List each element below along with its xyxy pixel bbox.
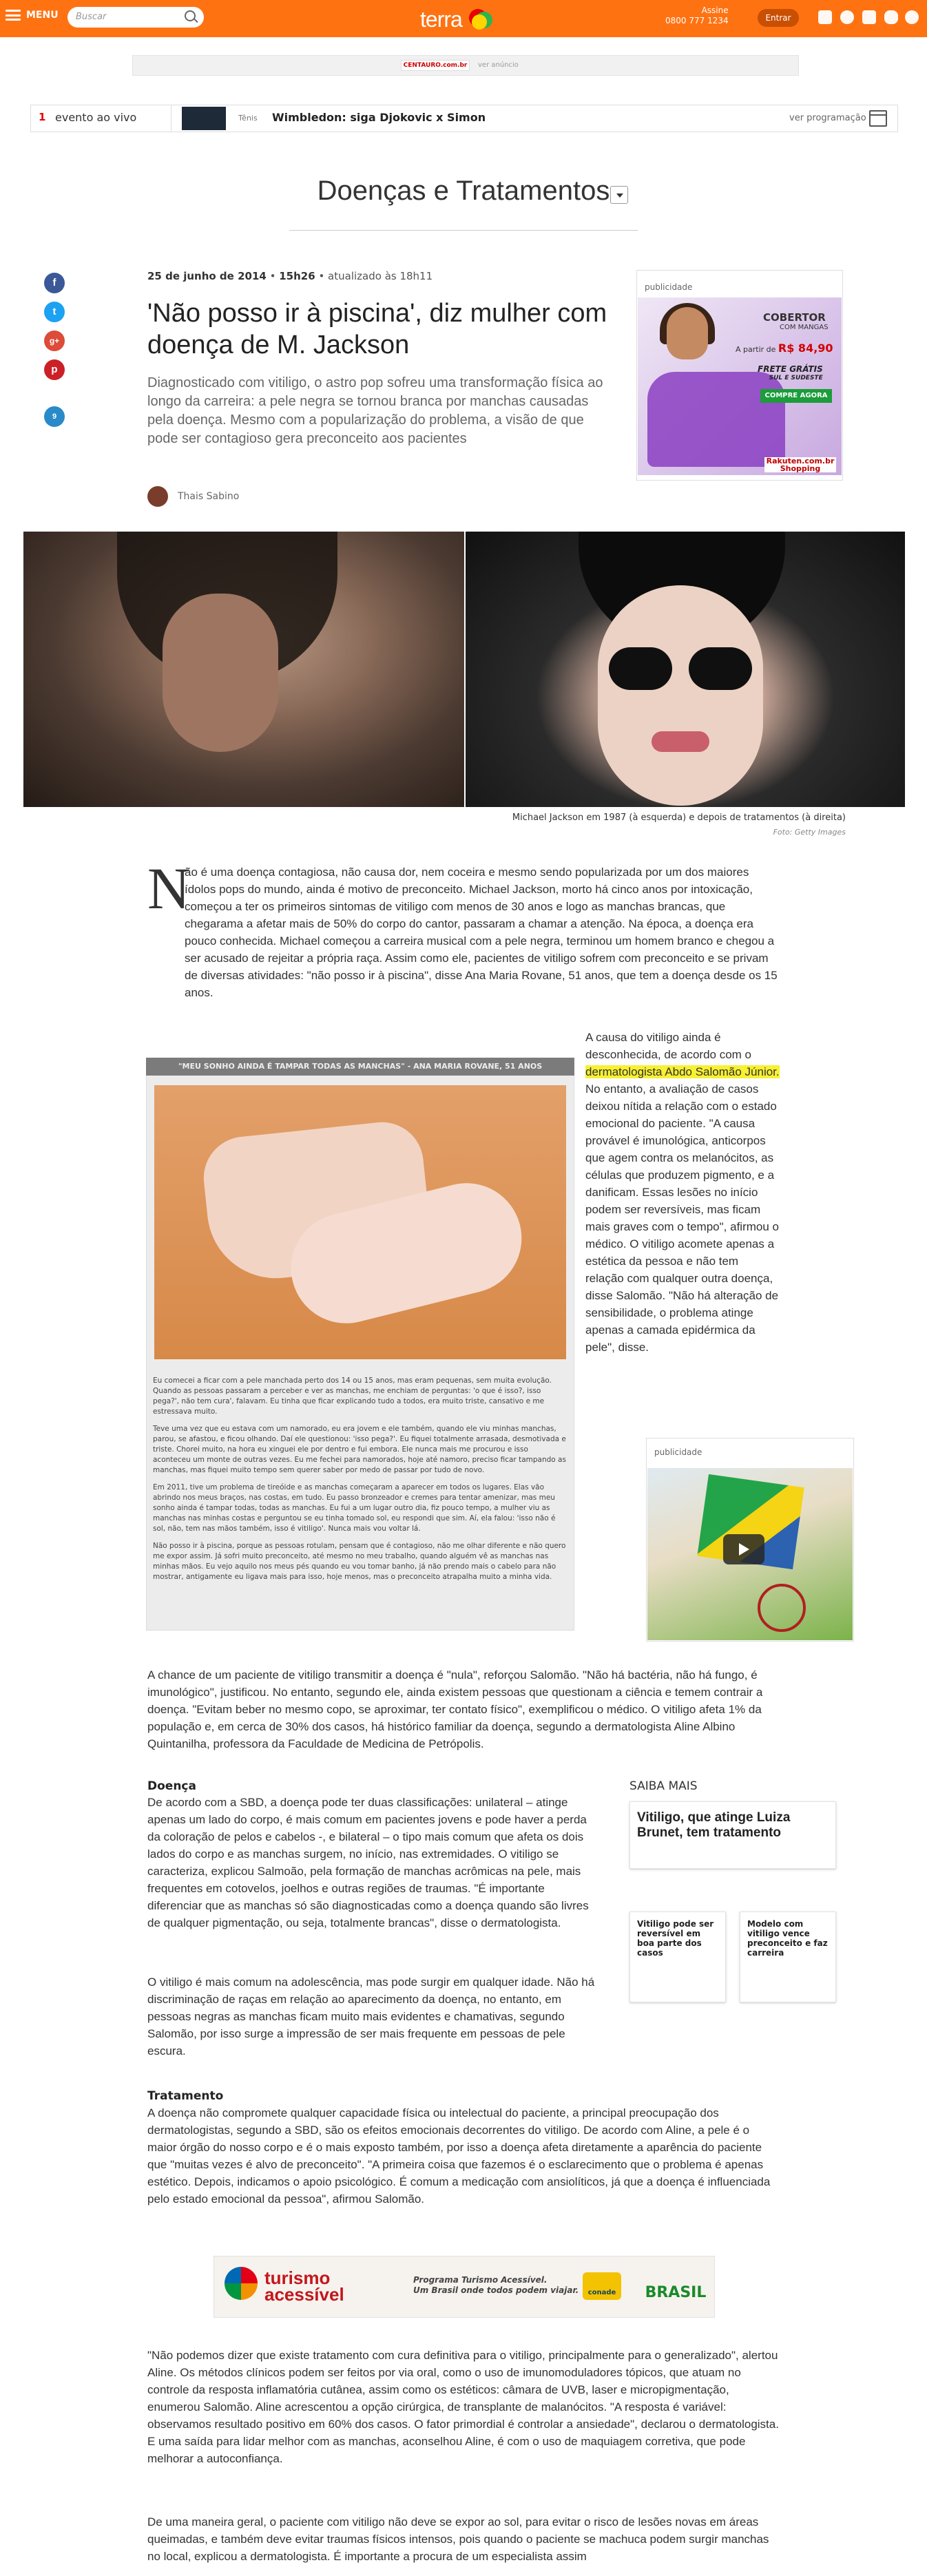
pinterest-icon[interactable]: p — [44, 359, 65, 380]
article-paragraph: "Não podemos dizer que existe tratamento com cura definitiva para o vitiligo, principalmente para o generalizado", alertou Aline. Os métodos clínicos podem ser feitos por via oral, como o uso de imunomoduladores tópicos, que atuam no controle da resposta inflamatória cutânea, assim como os estéticos: câmara de UVB, laser e micropigmentação, enumerou Salomão. Aline acrescentou a opção cirúrgica, de transplante de malanócitos. "A resposta é variável: observamos resultado positivo em 60% dos casos. O fator primordial é controlar a ansiedade", declarou o dermatologista. E uma saída para lidar melhor com as manchas, aconselhou Aline, é com o uso de maquiagem corretiva, que pode melhorar a autoconfiança. — [147, 2349, 779, 2465]
photo-detail — [163, 594, 278, 752]
facebook-icon[interactable]: f — [44, 273, 65, 293]
article-paragraph: ão é uma doença contagiosa, não causa dor, nem coceira e mesmo sendo popularizada por um dos maiores ídolos pops do mundo, ainda é motivo de preconceito. Michael Jackson, morto há cinco anos por intoxicação, começou a ter os primeiros sintomas de vitiligo com menos de 30 anos e logo as manchas brancas, que chegarama a afetar mais de 50% do corpo do cantor, passaram a chamar a atenção. Na época, a doença era pouco conhecida. Michael começou a carreira musical com a pele negra, terminou um homem branco e chegou a ser acusado de rejeitar a própria raça. Assim como ele, pacientes de vitiligo sofrem com preconceito e se privam de diversas atividades: "não posso ir à piscina", disse Ana Maria Rovane, 51 anos, que tem a doença desde os 15 anos. — [185, 866, 778, 999]
subheading: Tratamento — [147, 2089, 224, 2103]
subscribe-link[interactable] — [665, 6, 729, 26]
comments-icon[interactable]: 9 — [44, 406, 65, 427]
conade-logo: conade — [583, 2272, 621, 2300]
video-detail — [758, 1584, 806, 1632]
live-sport: Tênis — [238, 114, 258, 123]
related-article-card[interactable]: Vitiligo pode ser reversível em boa parte dos casos — [629, 1912, 726, 2002]
live-thumbnail[interactable] — [182, 107, 226, 130]
search-icon[interactable] — [185, 10, 196, 21]
banner-program: Programa Turismo Acessível. Um Brasil onde todos podem viajar. — [413, 2275, 579, 2295]
top-ad-brand[interactable]: CENTAURO.com.br — [401, 60, 470, 71]
ad-brand[interactable]: Rakuten.com.br Shopping — [764, 457, 836, 472]
saiba-mais-label: SAIBA MAIS — [629, 1779, 698, 1793]
author-name[interactable]: Thais Sabino — [178, 491, 240, 502]
twitter-icon[interactable]: t — [44, 302, 65, 322]
video-label: publicidade — [654, 1447, 702, 1457]
subheading: Doença — [147, 1779, 196, 1793]
photo-detail — [689, 647, 752, 690]
article-paragraph: A doença não compromete qualquer capacidade física ou intelectual do paciente, a principal preocupação dos dermatologistas, segundo a SBD, são os efeitos emocionais decorrentes do vitiligo. De acordo com Aline, a pele é o maior órgão do nosso corpo e é o mais exposto também, por isso a doença afeta diretamente a aparência do paciente que "muitas vezes é alvo de preconceito". "A primeira coisa que fazemos é o esclarecimento que o problema é apenas estético. Depois, indicamos o apoio psicológico. É comum a medicação com ansiolíticos, já que a doença é influenciada pelo estado emocional da pessoa", afirmou Salomão. — [147, 2106, 771, 2206]
ad-label: publicidade — [645, 282, 693, 292]
banner-name: turismo acessível — [264, 2268, 344, 2305]
music-icon[interactable] — [884, 10, 898, 24]
quote-box-header: "MEU SONHO AINDA É TAMPAR TODAS AS MANCHAS" - ANA MARIA ROVANE, 51 ANOS — [146, 1058, 574, 1076]
ad-product: COBERTOR — [763, 311, 826, 324]
terra-logo[interactable]: terra — [420, 7, 494, 32]
photo-detail — [609, 647, 672, 690]
live-event-title[interactable]: Wimbledon: siga Djokovic x Simon — [272, 111, 486, 124]
live-count: 1 — [39, 111, 46, 123]
games-icon[interactable] — [862, 10, 876, 24]
article-title: 'Não posso ir à piscina', diz mulher com doença de M. Jackson — [147, 299, 607, 359]
calendar-icon[interactable] — [869, 110, 887, 127]
menu-label: MENU — [26, 10, 59, 21]
ad-price: A partir de R$ 84,90 — [736, 342, 833, 355]
play-icon[interactable] — [723, 1534, 764, 1564]
photo-credit: Foto: Getty Images — [773, 828, 846, 837]
photo-detail — [598, 585, 763, 806]
article-paragraph: De acordo com a SBD, a doença pode ter duas classificações: unilateral – atinge apenas um lado do corpo, é mais comum em pacientes jovens e pode haver a perda da coloração de pelos e cabelos -, e bilateral – o tipo mais comum que afeta os dois lados do corpo e as manchas surgem, no início, nas extremidades. O vitiligo se caracteriza, explicou Salmoão, pela formação de manchas acrômicas na pele, mais frequentes em cotovelos, joelhos e outras regiões de traumas. "É importante diferenciar que as manchas só são diagnosticadas como a doença quando são livres de qualquer pigmentação, ou seja, totalmente brancas", disse o dermatologista. — [147, 1796, 589, 1929]
related-article-card[interactable]: Modelo com vitiligo vence preconceito e faz carreira — [740, 1912, 836, 2002]
ad-product-sub: COM MANGAS — [780, 324, 829, 331]
quote-paragraph: Em 2011, tive um problema de tireóide e as manchas começaram a aparecer em todos os lugares. Elas vão abrindo nos meus braços, nas costas, em tudo. Eu passo bronzeador e cremes para tentar amenizar, mas meu sonho ainda é tampar todas, todas as manchas. Eu fui a um lugar outro dia, fiz pouco tempo, a mulher viu as manchas nas minhas costas e perguntou se eu tinha tomado sol, eu respondi que sim. Aí, ela falou: 'isso não é sol, não, tem nas mãos também, isso é vitiligo'. Nunca mais vou voltar lá. — [153, 1483, 556, 1533]
ad-cta-button[interactable]: COMPRE AGORA — [760, 389, 832, 403]
soccer-icon[interactable] — [905, 10, 919, 24]
menu-button[interactable] — [6, 10, 59, 21]
mail-icon[interactable] — [818, 10, 832, 24]
related-article-title: Vitiligo, que atinge Luiza Brunet, tem tratamento — [637, 1810, 791, 1840]
photo-caption: Michael Jackson em 1987 (à esquerda) e depois de tratamentos (à direita) — [512, 813, 846, 823]
schedule-link[interactable]: ver programação — [789, 113, 866, 123]
related-article-main[interactable] — [629, 1801, 836, 1869]
article-paragraph: O vitiligo é mais comum na adolescência, mas pode surgir em qualquer idade. Não há discriminação de raças em relação ao aparecimento da doença, no entanto, em pessoas negras as manchas ficam muito mais evidentes e chamativas, segundo Salomão, por isso surge a impressão de ser mais frequente em pessoas de pele escura. — [147, 1976, 595, 2057]
article-date: 25 de junho de 2014 • 15h26 • atualizado às 18h11 — [147, 270, 433, 282]
article-paragraph: De uma maneira geral, o paciente com vitiligo não deve se expor ao sol, para evitar o risco de lesões novas em áreas queimadas, e também deve evitar traumas físicos intensos, pois quando o paciente se machuca podem surgir manchas no local, explicou a dermatologista. É importante a procura de um especialista assim — [147, 2515, 769, 2563]
highlighted-text: dermatologista Abdo Salomão Júnior. — [585, 1065, 780, 1078]
chevron-down-icon[interactable] — [610, 186, 628, 204]
subscribe-phone: 0800 777 1234 — [665, 16, 729, 25]
section-title[interactable]: Doenças e Tratamentos — [317, 176, 610, 206]
brasil-logo: BRASIL — [645, 2284, 707, 2301]
quote-paragraph: Eu comecei a ficar com a pele manchada perto dos 14 ou 15 anos, mas eram pequenas, sem muita evolução. Quando as pessoas passaram a perceber e ver as manchas, me enchiam de perguntas: 'o que é isso?, isso pega?', não tem cura', falavam. Eu tinha que ficar explicando tudo a todos, era muito triste, cansativo e me estressava muito. — [153, 1376, 552, 1416]
quote-box-text — [153, 1376, 566, 1589]
ad-blanket — [647, 372, 785, 467]
ad-shipping: FRETE GRÁTIS SUL E SUDESTE — [758, 364, 823, 381]
author-avatar[interactable] — [147, 486, 168, 507]
article-dek: Diagnosticado com vitiligo, o astro pop sofreu uma transformação física ao longo da carreira: a pele negra se tornou branca por manchas causadas pela doença. Mesmo com a popularização do problema, a visão de que pode ser contagioso gera preconceito aos pacientes — [147, 375, 603, 446]
subscribe-label: Assine — [701, 6, 729, 15]
article-paragraph: A causa do vitiligo ainda é desconhecida, de acordo com o dermatologista Abdo Salomão Júnior. No entanto, a avaliação de casos deixou nítida a relação com o estado emocional do paciente. "A causa provável é imunológica, anticorpos que agem contra os melanócitos, as células que produzem pigmento, e a danificam. Essas lesões no início podem ser reversíveis, mas ficam mais graves com o tempo", afirmou o médico. O vitiligo acomete apenas a estética da pessoa e não tem relação com qualquer outra doença, disse Salomão. "Não há alteração de sensibilidade, o problema atinge apenas a camada epidérmica da pele", disse. — [585, 1031, 780, 1354]
article-paragraph: A chance de um paciente de vitiligo transmitir a doença é "nula", reforçou Salomão. "Não há bactéria, não há fungo, é imunológico", justificou. No entanto, segundo ele, ainda existem pessoas que questionam a ciência e temem contrair a doença. "Evitam beber no mesmo copo, se aproximar, ter contato físico", exemplificou o médico. O vitiligo afeta 1% da população e, em cerca de 30% dos casos, há histórico familiar da doença, segundo a dermatologista Aline Albino Quintanilha, professora da Faculdade de Medicina de Petrópolis. — [147, 1668, 763, 1750]
quote-paragraph: Teve uma vez que eu estava com um namorado, eu era jovem e ele também, quando ele viu minhas manchas, parou, se afastou, e ficou olhando. Daí ele questionou: 'isso pega?'. Eu fiquei totalmente arrasada, desmotivada e triste. Chorei muito, na hora eu xinguei ele por dentro e fui embora. Ele nunca mais me procurou e isso aconteceu um monte de outras vezes. Eu me fechei para namorados, hoje até namoro, preciso ficar tampando as manchas, mas fiquei muito tempo sem querer saber por medo de passar por tudo de novo. — [153, 1425, 566, 1474]
login-button[interactable]: Entrar — [758, 9, 799, 27]
top-ad-note[interactable]: ver anúncio — [478, 61, 519, 69]
photo-detail — [652, 731, 709, 752]
divider — [289, 230, 638, 231]
quote-paragraph: Não posso ir à piscina, porque as pessoas rotulam, pensam que é contagioso, não me olhar diferente e não quero me expor assim. Já sofri muito preconceito, até mesmo no meu trabalho, quando alguém vê as manchas nas minhas mãos. Eu vejo aquilo nos meus pés quando eu vou tomar banho, já não prendo mais o cabelo para não mostrar, antigamente eu ligava mais para isso, hoje menos, mas o preconceito atrapalha muito a minha vida. — [153, 1542, 566, 1581]
drop-cap: N — [147, 855, 191, 921]
hamburger-icon — [6, 10, 21, 21]
turismo-logo-icon — [225, 2267, 258, 2300]
google-plus-icon[interactable]: g+ — [44, 331, 65, 351]
search-input[interactable]: Buscar — [67, 7, 204, 28]
ad-model-face — [667, 307, 708, 359]
live-label[interactable]: evento ao vivo — [55, 111, 137, 124]
chat-icon[interactable] — [840, 10, 854, 24]
logo-mark-icon — [466, 8, 494, 31]
section-header — [0, 176, 927, 207]
